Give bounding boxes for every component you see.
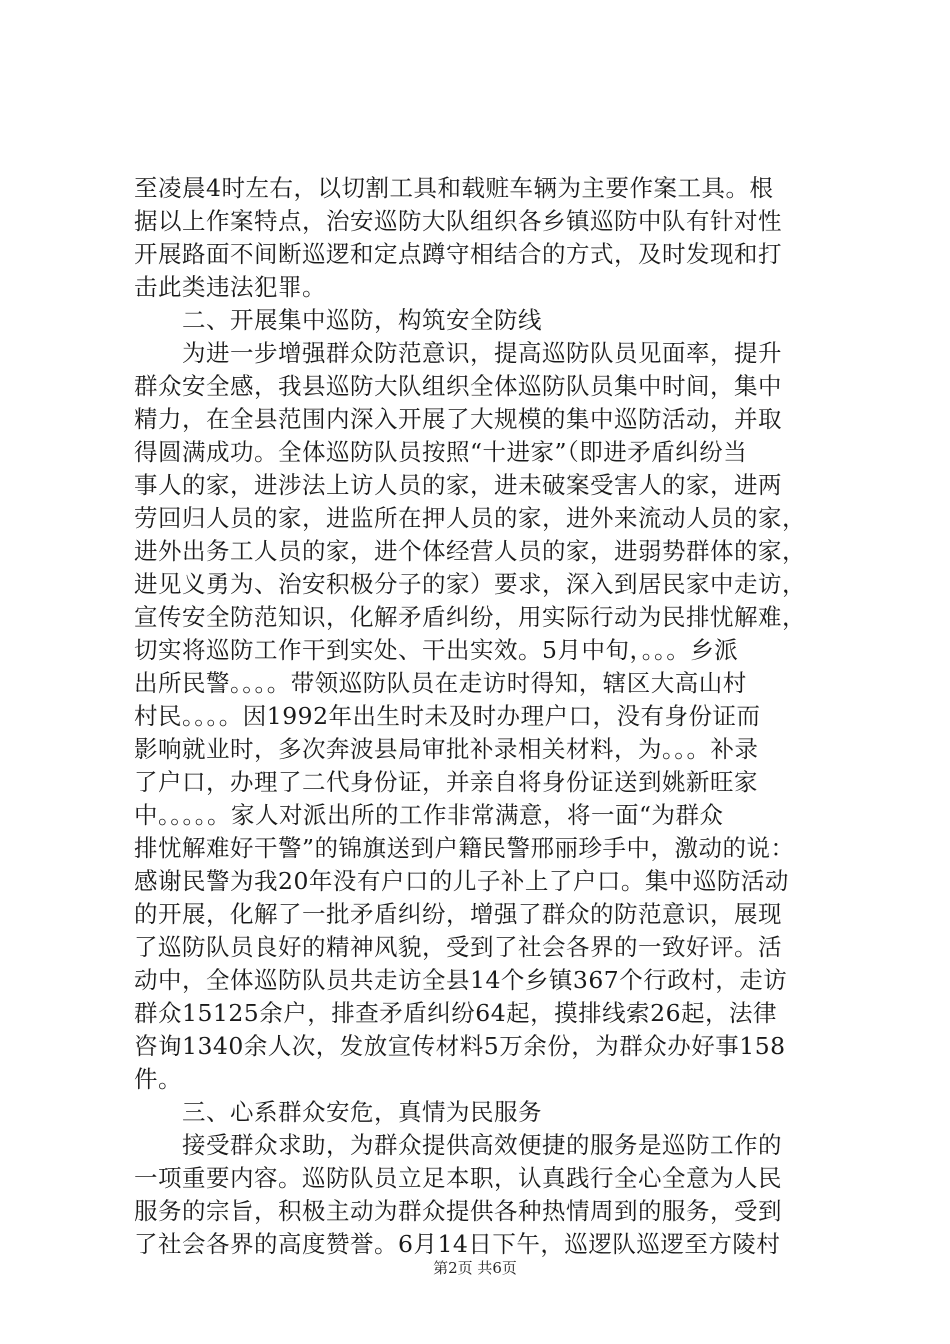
text-line: 中。。。。。家人对派出所的工作非常满意，将一面“为群众 — [134, 801, 724, 829]
text-line: 切实将巡防工作干到实处、干出实效。5月中旬，。。。乡派 — [134, 636, 739, 664]
text-line: 得圆满成功。全体巡防队员按照“十进家”（即进矛盾纠纷当 — [134, 438, 748, 466]
text-line: 进外出务工人员的家，进个体经营人员的家，进弱势群体的家， — [134, 537, 806, 565]
text-line: 服务的宗旨，积极主动为群众提供各种热情周到的服务，受到 — [134, 1197, 782, 1225]
text-line: 据以上作案特点，治安巡防大队组织各乡镇巡防中队有针对性 — [134, 207, 782, 235]
text-line: 动中，全体巡防队员共走访全县14个乡镇367个行政村，走访 — [134, 966, 788, 994]
text-line: 击此类违法犯罪。 — [134, 273, 326, 301]
text-line: 了社会各界的高度赞誉。6月14日下午，巡逻队巡逻至方陵村 — [134, 1230, 781, 1258]
text-line: 至凌晨4时左右，以切割工具和载赃车辆为主要作案工具。根 — [134, 174, 774, 202]
text-line: 群众安全感，我县巡防大队组织全体巡防队员集中时间，集中 — [134, 372, 782, 400]
text-line: 件。 — [134, 1065, 182, 1093]
text-line: 的开展，化解了一批矛盾纠纷，增强了群众的防范意识，展现 — [134, 900, 782, 928]
text-line: 出所民警。。。。带领巡防队员在走访时得知，辖区大高山村 — [134, 669, 747, 697]
text-line: 为进一步增强群众防范意识，提高巡防队员见面率，提升 — [134, 339, 782, 367]
page-footer — [0, 1258, 950, 1278]
text-line: 一项重要内容。巡防队员立足本职，认真践行全心全意为人民 — [134, 1164, 782, 1192]
text-line: 进见义勇为、治安积极分子的家）要求，深入到居民家中走访， — [134, 570, 806, 598]
section-heading: 二、开展集中巡防，构筑安全防线 — [134, 306, 542, 334]
text-line: 宣传安全防范知识，化解矛盾纠纷，用实际行动为民排忧解难， — [134, 603, 806, 631]
text-line: 群众15125余户，排查矛盾纠纷64起，摸排线索26起，法律 — [134, 999, 778, 1027]
text-line: 村民。。。。因1992年出生时未及时办理户口，没有身份证而 — [134, 702, 761, 730]
section-heading: 三、心系群众安危，真情为民服务 — [134, 1098, 542, 1126]
body-text — [134, 172, 834, 1261]
text-line: 精力，在全县范围内深入开展了大规模的集中巡防活动，并取 — [134, 405, 782, 433]
text-line: 排忧解难好干警”的锦旗送到户籍民警邢丽珍手中，激动的说： — [134, 834, 795, 862]
text-line: 事人的家，进涉法上访人员的家，进未破案受害人的家，进两 — [134, 471, 782, 499]
text-line: 开展路面不间断巡逻和定点蹲守相结合的方式，及时发现和打 — [134, 240, 782, 268]
text-line: 咨询1340余人次，发放宣传材料5万余份，为群众办好事158 — [134, 1032, 786, 1060]
page-total: 共6页 — [477, 1259, 517, 1277]
text-line: 了户口，办理了二代身份证，并亲自将身份证送到姚新旺家 — [134, 768, 758, 796]
text-line: 了巡防队员良好的精神风貌，受到了社会各界的一致好评。活 — [134, 933, 782, 961]
text-line: 劳回归人员的家，进监所在押人员的家，进外来流动人员的家， — [134, 504, 806, 532]
text-line: 感谢民警为我20年没有户口的儿子补上了户口。集中巡防活动 — [134, 867, 789, 895]
page-number: 第2页 — [433, 1259, 473, 1277]
text-line: 接受群众求助，为群众提供高效便捷的服务是巡防工作的 — [134, 1131, 782, 1159]
text-line: 影响就业时，多次奔波县局审批补录相关材料，为。。。补录 — [134, 735, 759, 763]
